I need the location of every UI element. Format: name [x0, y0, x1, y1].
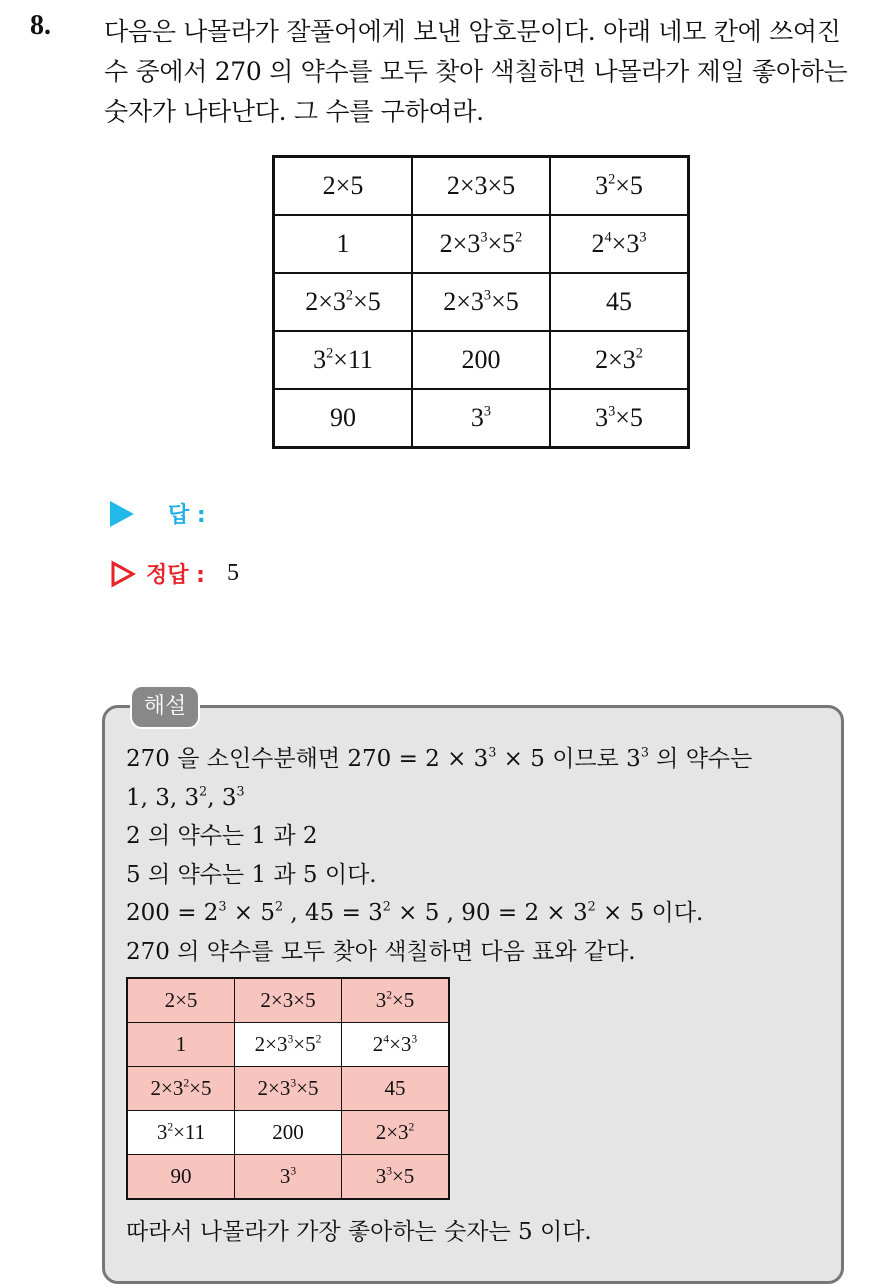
solution-line: 270 의 약수를 모두 찾아 색칠하면 다음 표와 같다.: [126, 938, 636, 965]
grid-row: [127, 1023, 449, 1067]
question-line: 수 중에서 270 의 약수를 모두 찾아 색칠하면 나몰라가 제일 좋아하는: [104, 57, 848, 86]
question-line: 다음은 나몰라가 잘풀어에게 보낸 암호문이다. 아래 네모 칸에 쓰여진: [104, 17, 841, 46]
question-line: 숫자가 나타난다. 그 수를 구하여라.: [104, 97, 484, 126]
grid-cell: $3^2\times 5$: [342, 978, 450, 1023]
grid-cell: 1: [274, 215, 413, 273]
grid-cell: $3^3$: [412, 389, 550, 448]
solution-line: 270 을 소인수분해면 $270 = 2 \times 3^3 \times 5$ 이므로 $3^3$ 의 약수는: [126, 744, 753, 772]
correct-answer-row: [110, 558, 239, 589]
grid-cell: $2^4\times 3^3$: [342, 1023, 450, 1067]
grid-cell: 90: [127, 1155, 235, 1200]
outline-triangle-icon: [110, 560, 136, 588]
grid-cell: 1: [127, 1023, 235, 1067]
solution-conclusion: 따라서 나몰라가 가장 좋아하는 숫자는 5 이다.: [126, 1219, 592, 1245]
grid-cell: 2×3×5: [235, 978, 342, 1023]
grid-row: [127, 978, 449, 1023]
grid-row: [274, 331, 689, 389]
grid-cell: $2\times 3^2$: [550, 331, 689, 389]
solution-line: $200 = 2^3 \times 5^2$ , $45 = 3^2 \times 5$ , $90 = 2 \times 3^2 \times 5$ 이다.: [126, 898, 704, 926]
answer-label: 답 :: [168, 503, 206, 528]
correct-answer-value: 5: [226, 560, 239, 586]
grid-cell: 90: [274, 389, 413, 448]
solution-text: [126, 740, 836, 971]
grid-cell: 45: [550, 273, 689, 331]
grid-cell: $2\times 3^2$: [342, 1111, 450, 1155]
play-triangle-icon: [110, 501, 134, 527]
grid-row: [127, 1067, 449, 1111]
solution-line: 5 의 약수는 1 과 5 이다.: [126, 861, 377, 888]
grid-cell: $3^3\times 5$: [550, 389, 689, 448]
correct-answer-label: 정답 :: [146, 563, 205, 588]
grid-row: [274, 273, 689, 331]
grid-cell: $2\times 3^2\times 5$: [274, 273, 413, 331]
grid-cell: 2×5: [274, 157, 413, 216]
question-number: 8.: [30, 10, 51, 41]
grid-cell: $2^4\times 3^3$: [550, 215, 689, 273]
grid-row: [127, 1111, 449, 1155]
solution-line: 1, 3, $3^2$, $3^3$: [126, 783, 245, 811]
grid-cell: 200: [235, 1111, 342, 1155]
grid-cell: $3^3$: [235, 1155, 342, 1200]
grid-cell: 200: [412, 331, 550, 389]
grid-cell: $3^2\times 11$: [274, 331, 413, 389]
grid-cell: $2\times 3^2\times 5$: [127, 1067, 235, 1111]
grid-row: [274, 215, 689, 273]
grid-row: [274, 157, 689, 216]
solution-colored-grid: [126, 977, 450, 1200]
grid-row: [274, 389, 689, 448]
solution-line: 2 의 약수는 1 과 2: [126, 823, 318, 849]
grid-cell: $3^2\times 11$: [127, 1111, 235, 1155]
grid-cell: $2\times 3^3\times 5^2$: [235, 1023, 342, 1067]
grid-cell: 2×5: [127, 978, 235, 1023]
grid-cell: $2\times 3^3\times 5^2$: [412, 215, 550, 273]
question-text: [104, 12, 864, 132]
cipher-grid: [272, 155, 690, 449]
grid-cell: $3^2\times 5$: [550, 157, 689, 216]
grid-cell: $3^3\times 5$: [342, 1155, 450, 1200]
grid-row: [127, 1155, 449, 1200]
grid-cell: $2\times 3^3\times 5$: [412, 273, 550, 331]
answer-row: [110, 498, 206, 529]
solution-tab: 해설: [130, 685, 200, 729]
grid-cell: $2\times 3^3\times 5$: [235, 1067, 342, 1111]
grid-cell: 2×3×5: [412, 157, 550, 216]
grid-cell: 45: [342, 1067, 450, 1111]
